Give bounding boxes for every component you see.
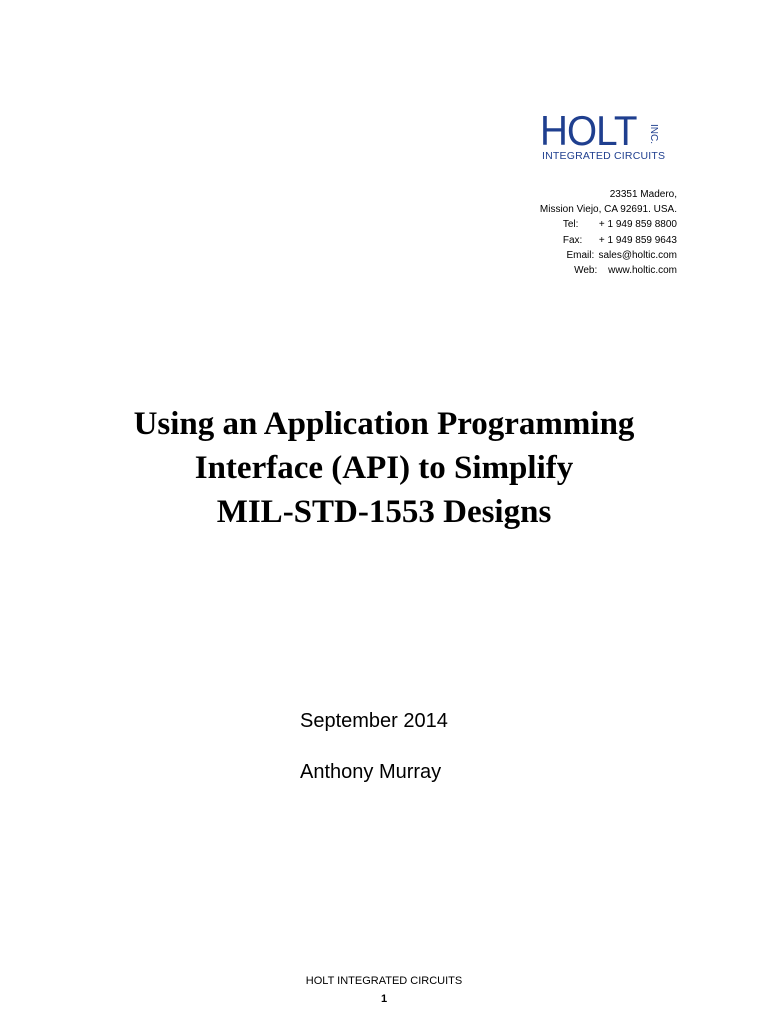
page-footer xyxy=(0,972,768,1008)
document-author: Anthony Murray xyxy=(300,761,442,783)
tel-value: + 1 949 859 8800 xyxy=(598,219,677,231)
web-label: Web: xyxy=(574,265,598,277)
address-tel xyxy=(540,217,677,232)
email-value: sales@holtic.com xyxy=(598,249,677,261)
title-line-1: Using an Application Programming xyxy=(133,406,635,442)
logo-subtitle: INTEGRATED CIRCUITS xyxy=(542,150,666,162)
logo-wordmark: HOLT xyxy=(540,107,637,154)
address-block xyxy=(540,187,677,278)
page-number: 1 xyxy=(380,993,388,1005)
web-value: www.holtic.com xyxy=(608,265,677,277)
address-street: 23351 Madero, xyxy=(609,189,677,200)
title-line-2: Interface (API) to Simplify xyxy=(194,450,574,486)
title-line-3: MIL-STD-1553 Designs xyxy=(216,494,552,530)
document-title xyxy=(0,402,768,534)
logo-inc: INC. xyxy=(648,124,659,144)
address-web xyxy=(540,263,677,278)
fax-value: + 1 949 859 9643 xyxy=(598,234,677,246)
footer-company: HOLT INTEGRATED CIRCUITS xyxy=(305,975,463,987)
tel-label: Tel: xyxy=(562,219,579,231)
document-date: September 2014 xyxy=(300,710,448,732)
address-fax xyxy=(540,233,677,248)
fax-label: Fax: xyxy=(562,234,583,246)
address-city: Mission Viejo, CA 92691. USA. xyxy=(539,204,677,216)
address-email xyxy=(540,248,677,263)
email-label: Email: xyxy=(566,249,595,261)
company-logo xyxy=(540,107,680,166)
